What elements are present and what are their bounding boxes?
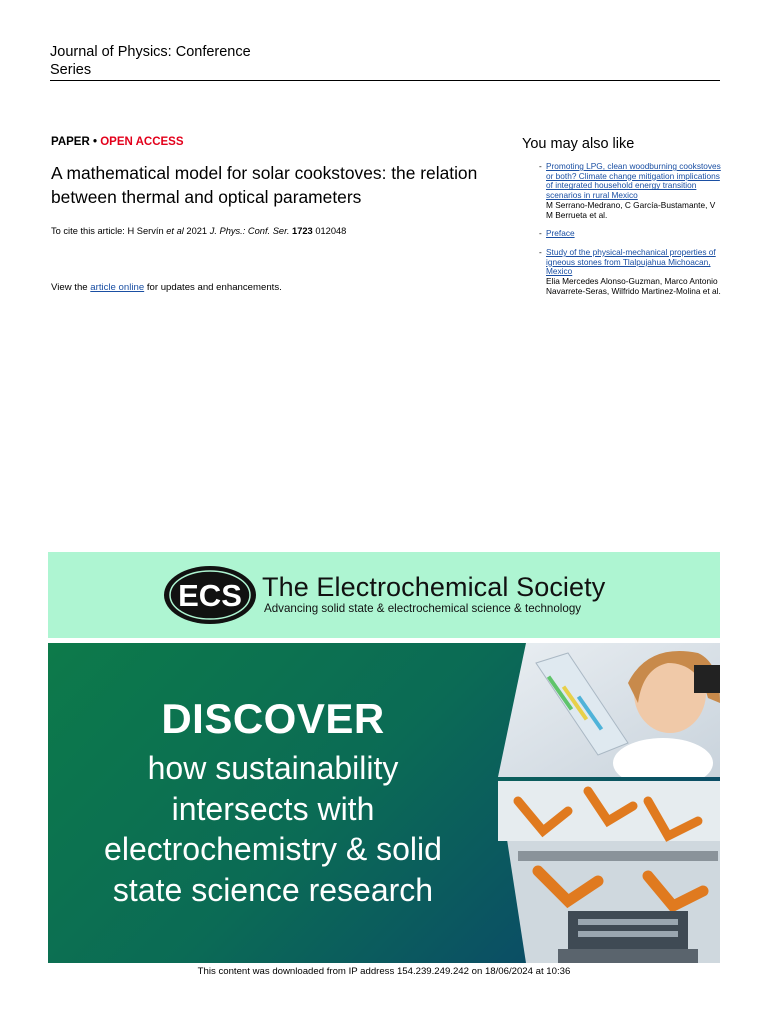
journal-title: Journal of Physics: Conference Series xyxy=(50,44,251,78)
ecs-org-name: The Electrochemical Society xyxy=(262,572,606,602)
ecs-logo-text: ECS xyxy=(178,578,242,613)
article-online-link[interactable]: article online xyxy=(90,282,145,293)
ecs-header-band xyxy=(48,552,720,638)
list-dash: - xyxy=(539,246,542,257)
cite-et-al: et al xyxy=(166,226,184,236)
ad-body xyxy=(48,748,498,910)
bullet: • xyxy=(92,136,98,148)
journal-header xyxy=(50,43,720,81)
related-sidebar xyxy=(522,136,722,305)
view-after: for updates and enhancements. xyxy=(146,282,282,293)
list-dash: - xyxy=(539,161,542,171)
list-dash: - xyxy=(539,228,542,239)
ad-line: electrochemistry & solid xyxy=(104,831,442,867)
related-link[interactable]: Study of the physical-mechanical properties of igneous stones from Tlalpujahua Michoacan, Mexico xyxy=(546,246,716,277)
download-note: This content was downloaded from IP address 154.239.249.242 on 18/06/2024 at 10:36 xyxy=(197,966,571,977)
scientist-photo xyxy=(498,643,720,777)
related-link[interactable]: Preface xyxy=(546,228,575,239)
ad-banner xyxy=(48,643,720,963)
ad-line: how sustainability xyxy=(147,750,399,786)
ad-line: intersects with xyxy=(171,790,375,827)
cite-volume: 1723 xyxy=(292,226,313,236)
open-access-label: OPEN ACCESS xyxy=(100,136,184,148)
cite-prefix: To cite this article: H Servín xyxy=(51,226,164,236)
view-online xyxy=(51,282,282,293)
ecs-tagline: Advancing solid state & electrochemical science & technology xyxy=(264,602,582,615)
related-item xyxy=(522,229,722,239)
cite-journal: J. Phys.: Conf. Ser. xyxy=(209,226,290,236)
cite-year: 2021 xyxy=(186,226,208,236)
paper-label: PAPER xyxy=(51,136,90,148)
article-title: A mathematical model for solar cookstoves: the relation between thermal and optical parameters xyxy=(51,163,478,207)
sidebar-title: You may also like xyxy=(522,136,635,152)
view-before: View the xyxy=(51,282,88,293)
ecs-logo-icon xyxy=(162,564,258,626)
ecs-advertisement[interactable] xyxy=(48,552,720,963)
ad-headline: DISCOVER xyxy=(161,695,385,742)
related-list xyxy=(522,162,722,296)
robotic-lab-photo xyxy=(498,781,720,963)
citation xyxy=(51,226,346,236)
related-item xyxy=(522,248,722,297)
cite-number: 012048 xyxy=(315,226,347,236)
related-authors: Elia Mercedes Alonso-Guzman, Marco Antonio Navarrete-Seras, Wilfrido Martinez-Molina et al. xyxy=(546,276,721,296)
related-link[interactable]: Promoting LPG, clean woodburning cookstoves or both? Climate change mitigation implications of integrated household energy transition scenarios in rural Mexico xyxy=(546,161,721,201)
related-item xyxy=(522,162,722,220)
related-authors: M Serrano-Medrano, C García-Bustamante, V M Berrueta et al. xyxy=(546,199,716,220)
paper-tag xyxy=(51,136,184,148)
ad-line: state science research xyxy=(112,871,434,908)
